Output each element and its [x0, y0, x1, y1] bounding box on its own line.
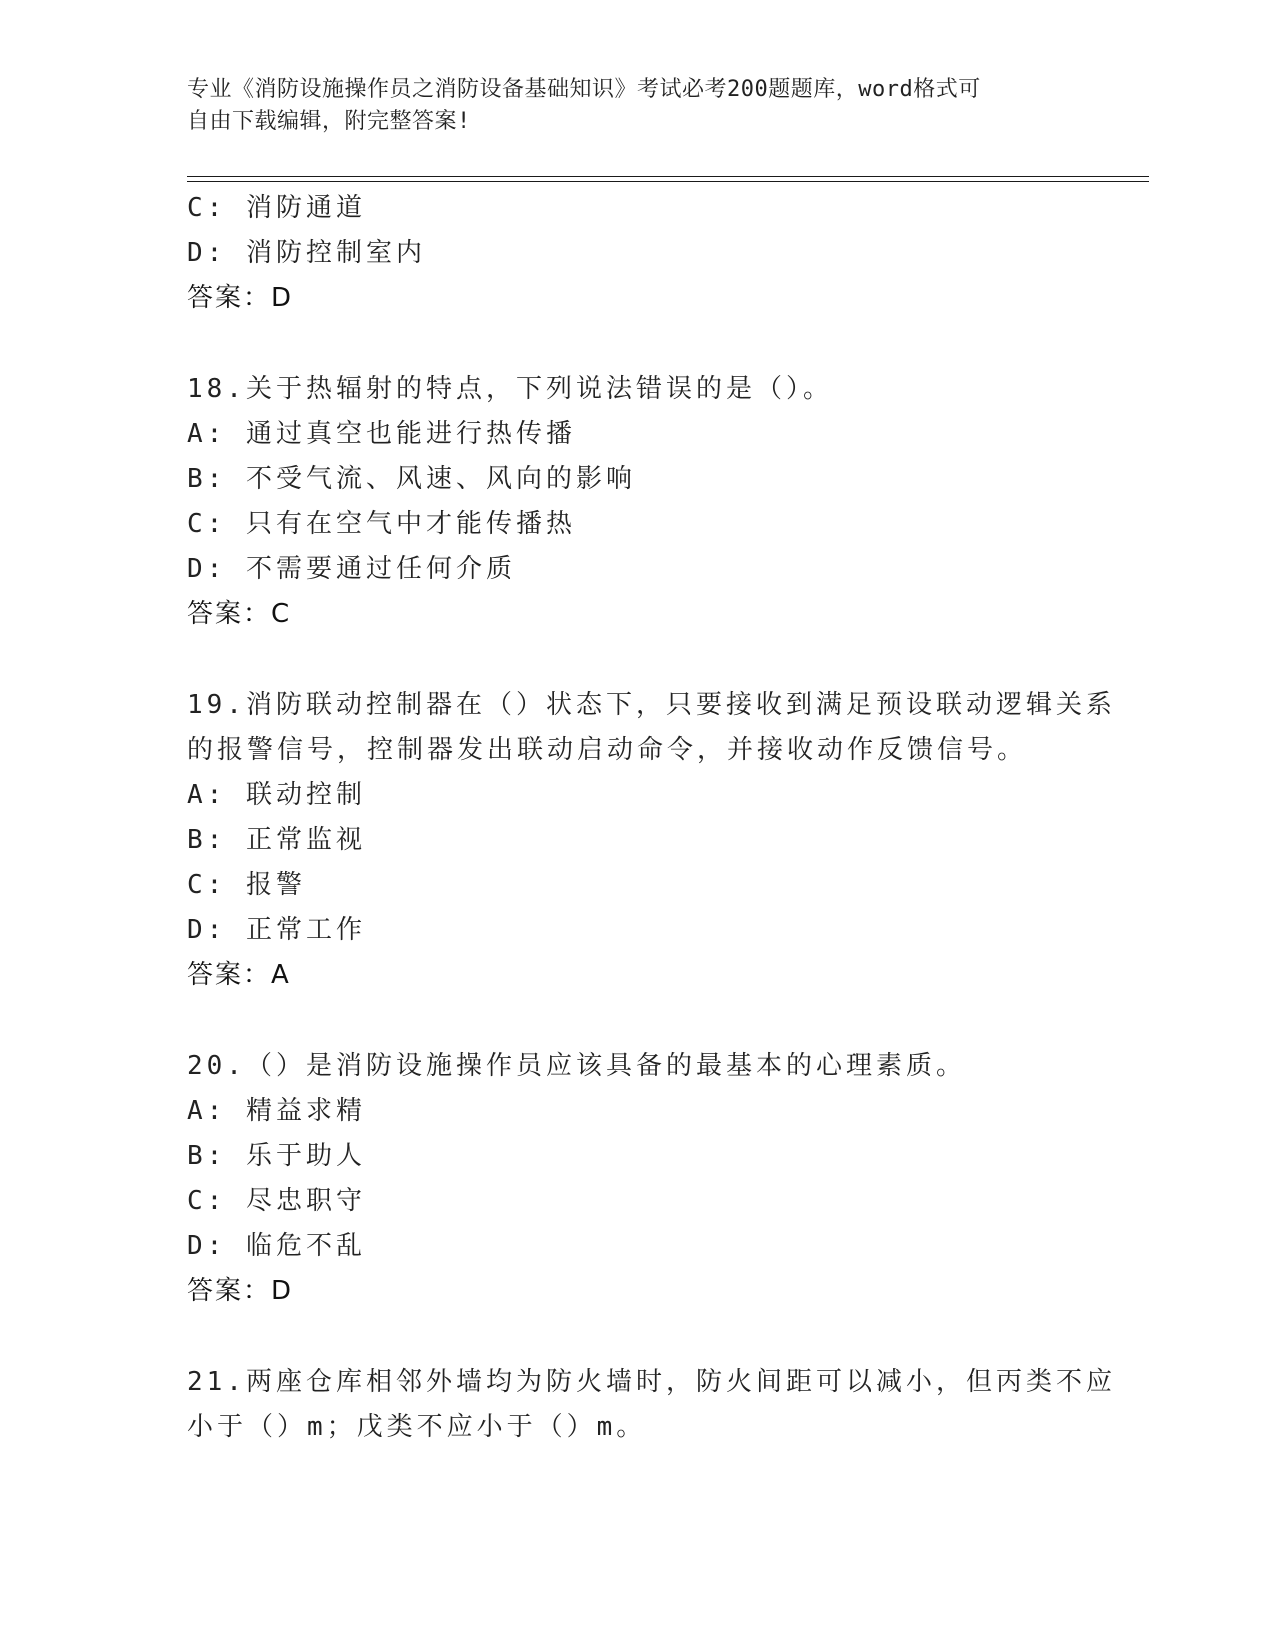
- header-divider-top: [187, 176, 1149, 177]
- q18-answer: 答案：C: [187, 599, 292, 629]
- q21-stem-line-2: 小于（）m；戊类不应小于（）m。: [187, 1412, 647, 1442]
- q19-option-a: A: 联动控制: [187, 780, 366, 810]
- header-line-1: 专业《消防设施操作员之消防设备基础知识》考试必考200题题库，word格式可: [187, 77, 981, 102]
- q19-option-d: D: 正常工作: [187, 915, 366, 945]
- q18-stem: 18.关于热辐射的特点，下列说法错误的是（）。: [187, 374, 833, 404]
- q19-stem-line-1: 19.消防联动控制器在（）状态下，只要接收到满足预设联动逻辑关系: [187, 690, 1116, 720]
- q20-answer: 答案：D: [187, 1276, 294, 1306]
- q19-stem-line-2: 的报警信号，控制器发出联动启动命令，并接收动作反馈信号。: [187, 735, 1028, 765]
- q19-option-b: B: 正常监视: [187, 825, 366, 855]
- q20-option-b: B: 乐于助人: [187, 1141, 366, 1171]
- q20-option-a: A: 精益求精: [187, 1096, 366, 1126]
- header-line-2: 自由下载编辑，附完整答案!: [187, 109, 471, 134]
- q17-answer: 答案：D: [187, 283, 294, 313]
- q18-option-c: C: 只有在空气中才能传播热: [187, 509, 576, 539]
- q20-option-d: D: 临危不乱: [187, 1231, 366, 1261]
- q17-option-c: C: 消防通道: [187, 193, 366, 223]
- q19-answer: 答案：A: [187, 960, 291, 990]
- q21-stem-line-1: 21.两座仓库相邻外墙均为防火墙时，防火间距可以减小，但丙类不应: [187, 1367, 1116, 1397]
- q18-option-d: D: 不需要通过任何介质: [187, 554, 516, 584]
- q17-option-d: D: 消防控制室内: [187, 238, 426, 268]
- document-header: [187, 74, 1067, 138]
- q19-option-c: C: 报警: [187, 870, 306, 900]
- q18-option-a: A: 通过真空也能进行热传播: [187, 419, 576, 449]
- q20-stem: 20.（）是消防设施操作员应该具备的最基本的心理素质。: [187, 1051, 966, 1081]
- q20-option-c: C: 尽忠职守: [187, 1186, 366, 1216]
- q18-option-b: B: 不受气流、风速、风向的影响: [187, 464, 636, 494]
- header-divider-bottom: [187, 181, 1149, 182]
